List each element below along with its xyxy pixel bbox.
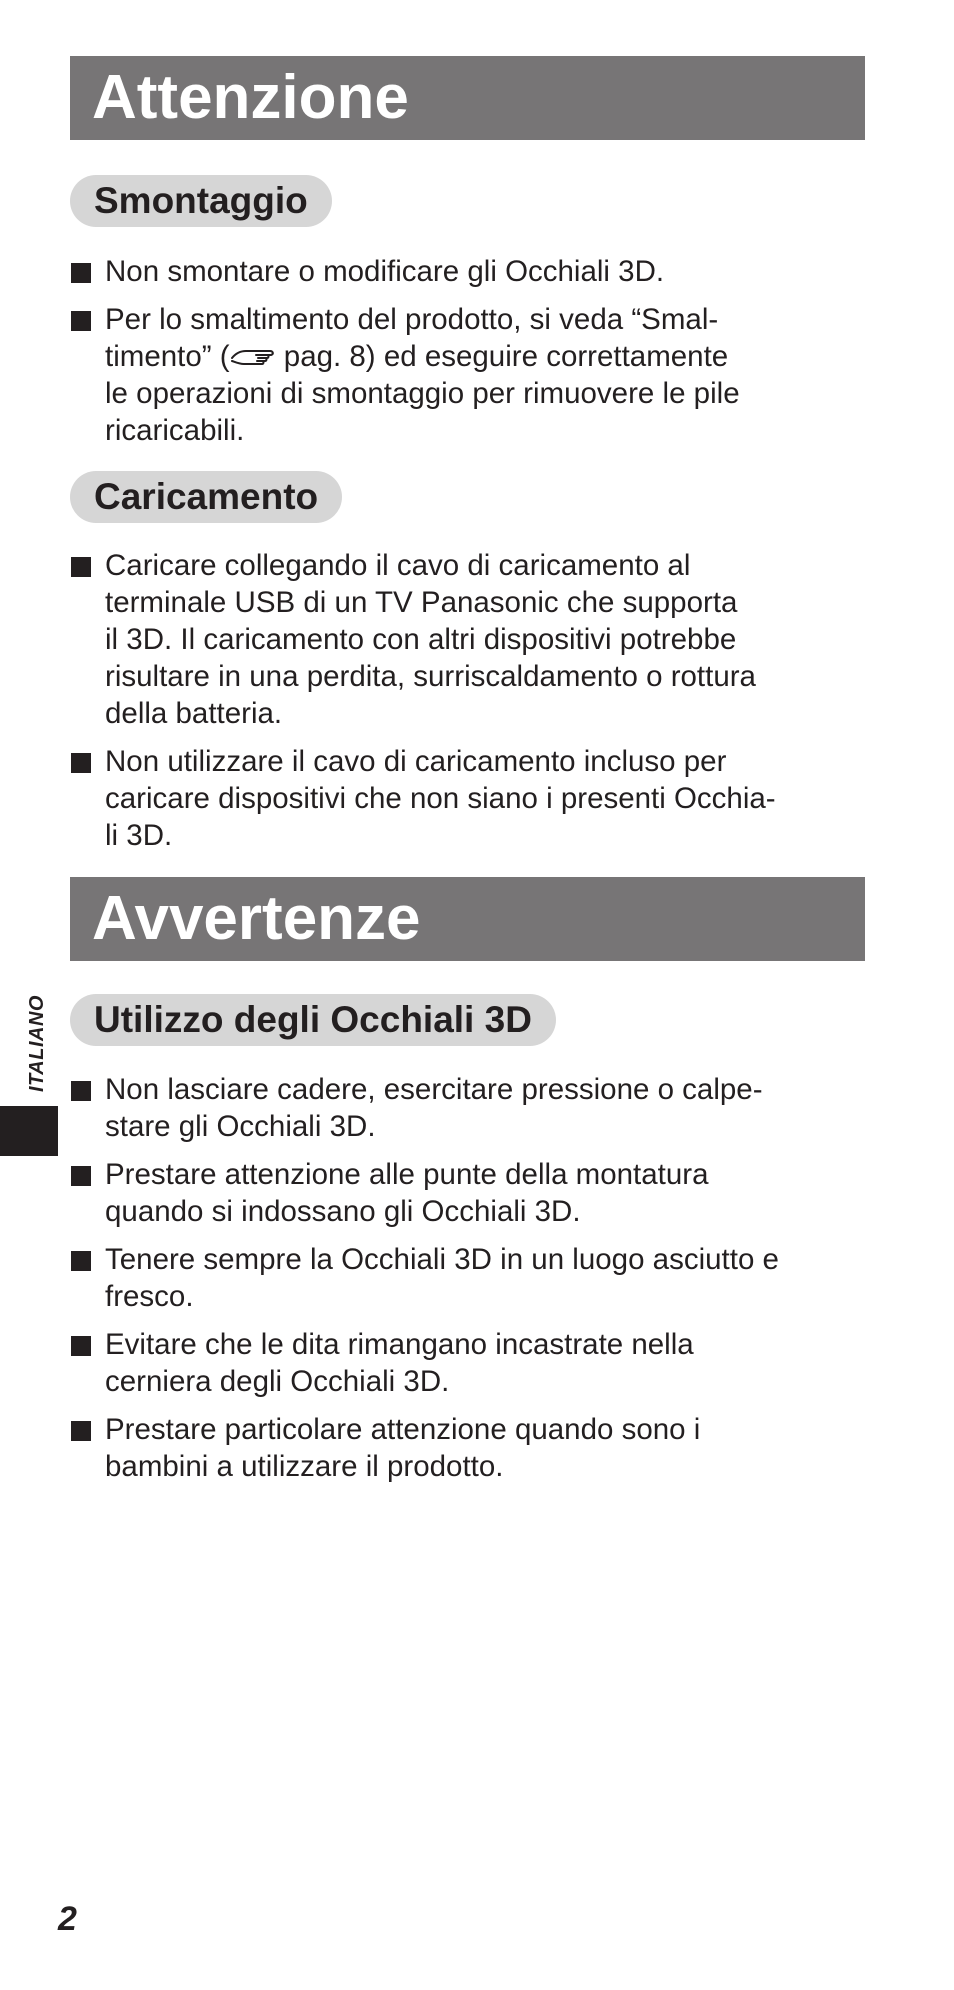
square-bullet-icon [71, 557, 91, 577]
subheading-smontaggio: Smontaggio [70, 175, 332, 227]
item-line: quando si indossano gli Occhiali 3D. [105, 1195, 581, 1228]
language-tab-label: ITALIANO [26, 995, 48, 1092]
item-line: Evitare che le dita rimangano incastrate nella [105, 1328, 694, 1361]
square-bullet-icon [71, 1336, 91, 1356]
subheading-caricamento: Caricamento [70, 471, 342, 523]
item-line: Prestare attenzione alle punte della montatura [105, 1158, 709, 1191]
item-line: li 3D. [105, 819, 173, 852]
list-smontaggio [70, 253, 870, 460]
language-tab-marker [0, 1106, 58, 1156]
list-item [70, 1071, 870, 1145]
item-line: bambini a utilizzare il prodotto. [105, 1450, 504, 1483]
item-line: fresco. [105, 1280, 194, 1313]
item-line: Non lasciare cadere, esercitare pressione o calpe- [105, 1073, 763, 1106]
item-line: terminale USB di un TV Panasonic che supporta [105, 586, 738, 619]
list-item [70, 743, 870, 854]
item-line: stare gli Occhiali 3D. [105, 1110, 376, 1143]
item-line: risultare in una perdita, surriscaldamento o rottura [105, 660, 756, 693]
section-title-attenzione: Attenzione [70, 56, 865, 140]
list-item [70, 547, 870, 732]
item-line-part: timento” ( [105, 340, 230, 373]
list-item [70, 301, 870, 449]
item-line: della batteria. [105, 697, 283, 730]
list-item [70, 1156, 870, 1230]
item-line-part: pag. 8) ed eseguire correttamente [275, 340, 729, 373]
list-utilizzo [70, 1071, 870, 1496]
item-line [105, 338, 870, 375]
list-item [70, 253, 870, 290]
page-number: 2 [58, 1900, 77, 1938]
subheading-utilizzo: Utilizzo degli Occhiali 3D [70, 994, 556, 1046]
square-bullet-icon [71, 1251, 91, 1271]
item-line: Caricare collegando il cavo di caricamento al [105, 549, 691, 582]
item-line: le operazioni di smontaggio per rimuovere le pile [105, 377, 740, 410]
list-caricamento [70, 547, 870, 865]
square-bullet-icon [71, 1166, 91, 1186]
square-bullet-icon [71, 1421, 91, 1441]
square-bullet-icon [71, 263, 91, 283]
item-line: ricaricabili. [105, 414, 245, 447]
square-bullet-icon [71, 1081, 91, 1101]
square-bullet-icon [71, 753, 91, 773]
item-line: Per lo smaltimento del prodotto, si veda “Smal- [105, 303, 719, 336]
item-line: il 3D. Il caricamento con altri dispositivi potrebbe [105, 623, 737, 656]
item-text: Non smontare o modificare gli Occhiali 3D. [105, 255, 665, 288]
list-item [70, 1326, 870, 1400]
square-bullet-icon [71, 311, 91, 331]
pointing-hand-icon [230, 343, 276, 367]
item-line: Tenere sempre la Occhiali 3D in un luogo asciutto e [105, 1243, 779, 1276]
item-line: Non utilizzare il cavo di caricamento incluso per [105, 745, 727, 778]
list-item [70, 1241, 870, 1315]
item-line: Prestare particolare attenzione quando sono i [105, 1413, 701, 1446]
item-line: cerniera degli Occhiali 3D. [105, 1365, 450, 1398]
item-line: caricare dispositivi che non siano i presenti Occhia- [105, 782, 776, 815]
list-item [70, 1411, 870, 1485]
section-title-avvertenze: Avvertenze [70, 877, 865, 961]
